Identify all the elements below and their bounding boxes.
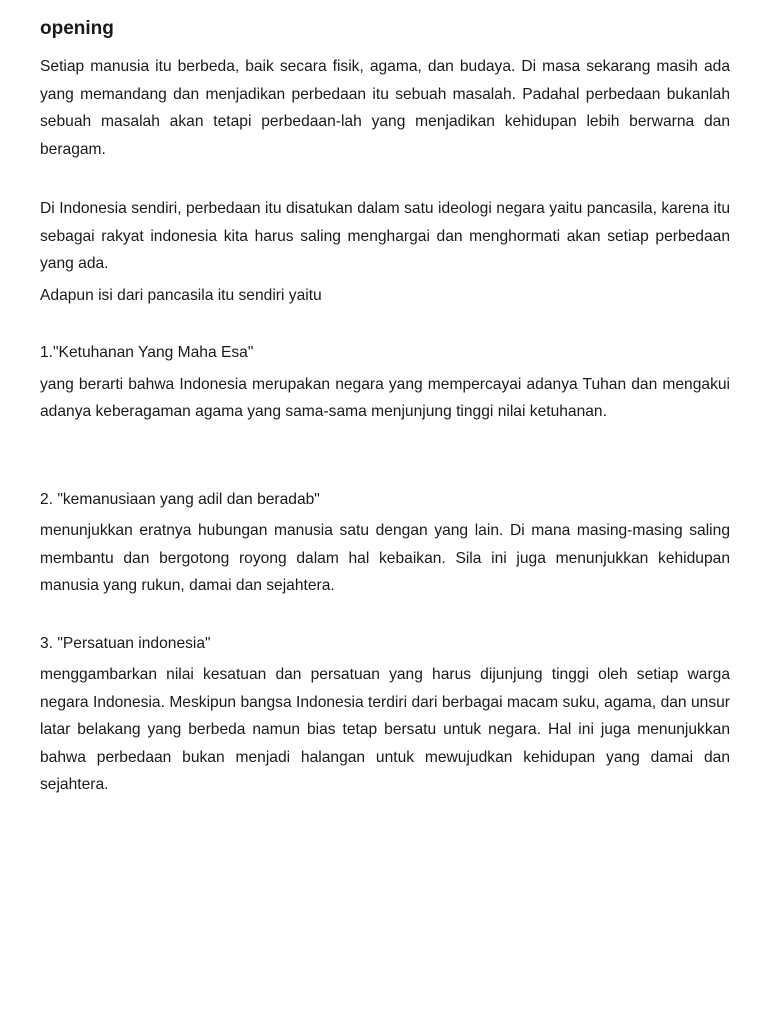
intro-paragraph-1: Setiap manusia itu berbeda, baik secara fisik, agama, dan budaya. Di masa sekarang masih ada yang memandang dan menjadikan perbedaan itu sebuah masalah. Padahal perbedaan bukanlah sebuah masalah akan tetapi perbedaan-lah yang menjadikan kehidupan lebih berwarna dan beragam. — [40, 58, 730, 158]
spacer — [40, 309, 730, 339]
document-page — [40, 14, 730, 799]
spacer — [40, 600, 730, 630]
sila-1-body: yang berarti bahwa Indonesia merupakan negara yang mempercayai adanya Tuhan dan mengakui adanya keberagaman agama yang sama-sama menjunjung tinggi nilai ketuhanan. — [40, 375, 730, 420]
sila-1-heading: 1."Ketuhanan Yang Maha Esa" — [40, 344, 254, 361]
spacer — [40, 426, 730, 486]
intro-paragraph-3: Adapun isi dari pancasila itu sendiri yaitu — [40, 286, 322, 304]
sila-3-heading: 3. "Persatuan indonesia" — [40, 634, 211, 652]
sila-2-heading: 2. "kemanusiaan yang adil dan beradab" — [40, 490, 320, 508]
sila-2-body: menunjukkan eratnya hubungan manusia satu dengan yang lain. Di mana masing-masing saling membantu dan bergotong royong dalam hal kebaikan. Sila ini juga menunjukkan kehidupan manusia yang rukun, damai dan sejahtera. — [40, 522, 730, 594]
document-title: opening — [40, 18, 114, 39]
spacer — [40, 163, 730, 195]
intro-paragraph-2: Di Indonesia sendiri, perbedaan itu disatukan dalam satu ideologi negara yaitu pancasila, karena itu sebagai rakyat indonesia kita harus saling menghargai dan menghormati akan setiap perbedaan yang ada. — [40, 200, 730, 272]
sila-3-body: menggambarkan nilai kesatuan dan persatuan yang harus dijunjung tinggi oleh setiap warga negara Indonesia. Meskipun bangsa Indonesia terdiri dari berbagai macam suku, agama, dan unsur latar belakang yang berbeda namun bias tetap bersatu untuk negara. Hal ini juga menunjukkan bahwa perbedaan bukan menjadi halangan untuk mewujudkan kehidupan yang damai dan sejahtera. — [40, 666, 730, 793]
